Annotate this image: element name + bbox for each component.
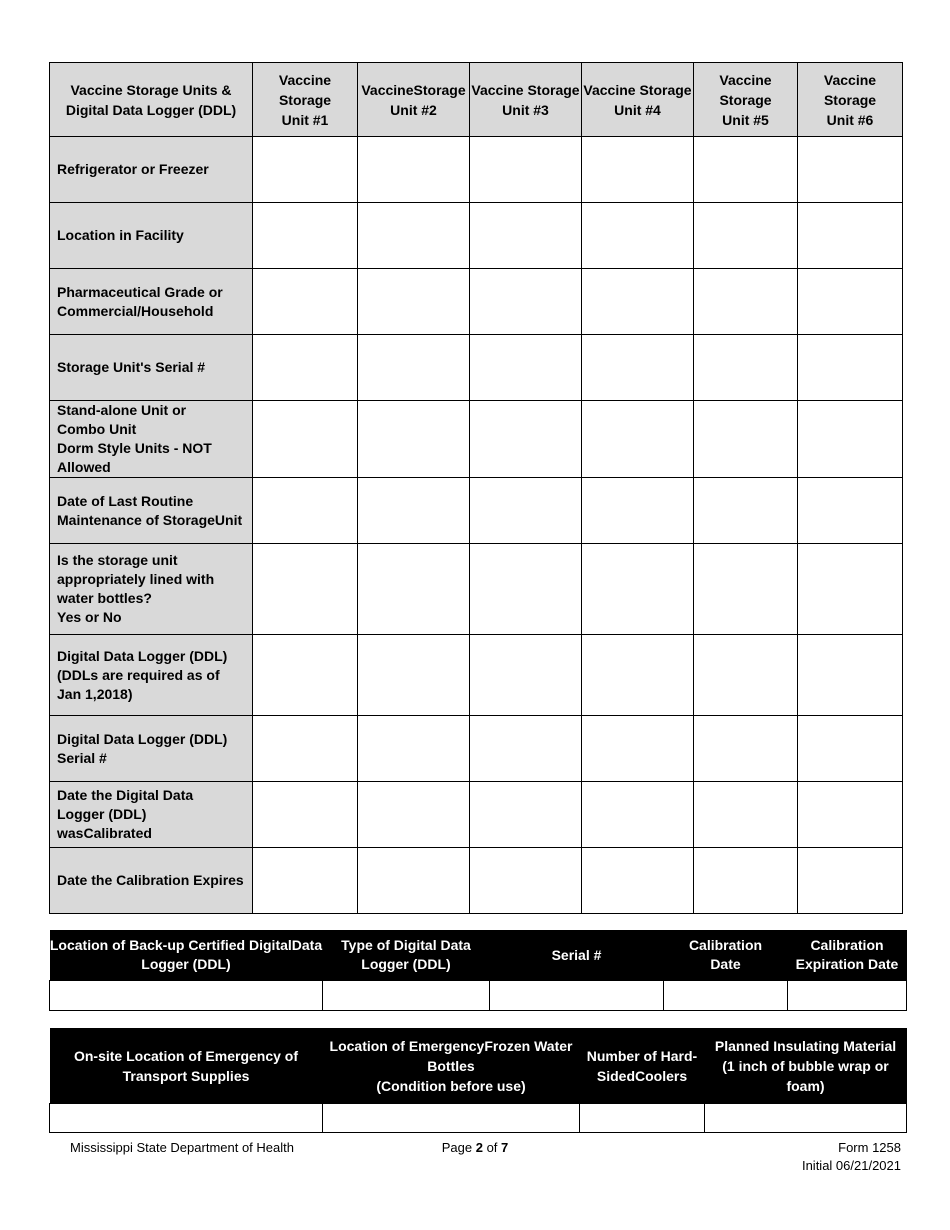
storage-unit-serial-unit-5-field[interactable] [694, 335, 798, 401]
row-label-water-bottles-lined: Is the storage unit appropriately lined with water bottles? Yes or No [50, 544, 253, 635]
table-row [50, 137, 903, 203]
frozen-water-bottles-location-field[interactable] [323, 1104, 580, 1133]
water-bottles-lined-unit-4-field[interactable] [582, 544, 694, 635]
row-label-stand-alone-or-combo: Stand-alone Unit or Combo Unit Dorm Style Units - NOT Allowed [50, 401, 253, 478]
digital-data-logger-unit-6-field[interactable] [798, 635, 903, 716]
backup-type-header: Type of Digital Data Logger (DDL) [323, 930, 490, 981]
ddl-serial-unit-1-field[interactable] [253, 716, 358, 782]
unit-1-header: Vaccine Storage Unit #1 [253, 63, 358, 137]
ddl-calibrated-date-unit-1-field[interactable] [253, 782, 358, 848]
table-row [50, 401, 903, 478]
last-maintenance-date-unit-3-field[interactable] [470, 478, 582, 544]
stand-alone-or-combo-unit-1-field[interactable] [253, 401, 358, 478]
location-in-facility-unit-6-field[interactable] [798, 203, 903, 269]
refrigerator-or-freezer-unit-2-field[interactable] [358, 137, 470, 203]
unit-2-header: VaccineStorage Unit #2 [358, 63, 470, 137]
location-in-facility-unit-5-field[interactable] [694, 203, 798, 269]
row-label-calibration-expires: Date the Calibration Expires [50, 848, 253, 914]
location-in-facility-unit-1-field[interactable] [253, 203, 358, 269]
hard-sided-coolers-count-field[interactable] [580, 1104, 705, 1133]
location-in-facility-unit-4-field[interactable] [582, 203, 694, 269]
ddl-calibrated-date-unit-2-field[interactable] [358, 782, 470, 848]
table-row [50, 635, 903, 716]
row-label-digital-data-logger: Digital Data Logger (DDL) (DDLs are required as of Jan 1,2018) [50, 635, 253, 716]
backup-serial-field[interactable] [490, 981, 664, 1011]
water-bottles-lined-unit-5-field[interactable] [694, 544, 798, 635]
unit-3-header: Vaccine Storage Unit #3 [470, 63, 582, 137]
storage-units-header: Vaccine Storage Units & Digital Data Logger (DDL) [50, 63, 253, 137]
ddl-serial-unit-2-field[interactable] [358, 716, 470, 782]
calibration-expires-unit-3-field[interactable] [470, 848, 582, 914]
refrigerator-or-freezer-unit-1-field[interactable] [253, 137, 358, 203]
water-bottles-lined-unit-2-field[interactable] [358, 544, 470, 635]
table-row [50, 544, 903, 635]
backup-calibration-date-field[interactable] [664, 981, 788, 1011]
backup-ddl-header-row [50, 930, 907, 981]
insulating-material-field[interactable] [705, 1104, 907, 1133]
last-maintenance-date-unit-5-field[interactable] [694, 478, 798, 544]
water-bottles-lined-unit-1-field[interactable] [253, 544, 358, 635]
table-row [50, 716, 903, 782]
backup-calibration-date-header: Calibration Date [664, 930, 788, 981]
frozen-water-bottles-location-header: Location of EmergencyFrozen Water Bottles (Condition before use) [323, 1028, 580, 1104]
ddl-calibrated-date-unit-6-field[interactable] [798, 782, 903, 848]
backup-ddl-table [49, 930, 907, 1011]
last-maintenance-date-unit-6-field[interactable] [798, 478, 903, 544]
row-label-ddl-serial: Digital Data Logger (DDL) Serial # [50, 716, 253, 782]
backup-type-field[interactable] [323, 981, 490, 1011]
ddl-calibrated-date-unit-3-field[interactable] [470, 782, 582, 848]
table-row [50, 269, 903, 335]
calibration-expires-unit-1-field[interactable] [253, 848, 358, 914]
water-bottles-lined-unit-3-field[interactable] [470, 544, 582, 635]
ddl-serial-unit-3-field[interactable] [470, 716, 582, 782]
stand-alone-or-combo-unit-6-field[interactable] [798, 401, 903, 478]
unit-4-header: Vaccine Storage Unit #4 [582, 63, 694, 137]
row-label-location-in-facility: Location in Facility [50, 203, 253, 269]
row-label-storage-unit-serial: Storage Unit's Serial # [50, 335, 253, 401]
vaccine-storage-body [50, 137, 903, 914]
table-row [50, 478, 903, 544]
hard-sided-coolers-count-header: Number of Hard- SidedCoolers [580, 1028, 705, 1104]
storage-unit-serial-unit-4-field[interactable] [582, 335, 694, 401]
footer-department: Mississippi State Department of Health [70, 1140, 294, 1155]
table-row [50, 782, 903, 848]
ddl-serial-unit-4-field[interactable] [582, 716, 694, 782]
transport-supplies-location-field[interactable] [50, 1104, 323, 1133]
ddl-serial-unit-6-field[interactable] [798, 716, 903, 782]
pharmaceutical-grade-unit-6-field[interactable] [798, 269, 903, 335]
emergency-entry-row [50, 1104, 907, 1133]
refrigerator-or-freezer-unit-5-field[interactable] [694, 137, 798, 203]
digital-data-logger-unit-2-field[interactable] [358, 635, 470, 716]
backup-expiration-date-field[interactable] [788, 981, 907, 1011]
pharmaceutical-grade-unit-5-field[interactable] [694, 269, 798, 335]
calibration-expires-unit-6-field[interactable] [798, 848, 903, 914]
page-total: 7 [501, 1140, 509, 1155]
refrigerator-or-freezer-unit-6-field[interactable] [798, 137, 903, 203]
location-in-facility-unit-3-field[interactable] [470, 203, 582, 269]
last-maintenance-date-unit-1-field[interactable] [253, 478, 358, 544]
emergency-header-row [50, 1028, 907, 1104]
water-bottles-lined-unit-6-field[interactable] [798, 544, 903, 635]
footer-form-info [802, 1139, 901, 1175]
ddl-serial-unit-5-field[interactable] [694, 716, 798, 782]
digital-data-logger-unit-4-field[interactable] [582, 635, 694, 716]
pharmaceutical-grade-unit-1-field[interactable] [253, 269, 358, 335]
row-label-ddl-calibrated-date: Date the Digital Data Logger (DDL) wasCalibrated [50, 782, 253, 848]
last-maintenance-date-unit-2-field[interactable] [358, 478, 470, 544]
pharmaceutical-grade-unit-4-field[interactable] [582, 269, 694, 335]
ddl-calibrated-date-unit-5-field[interactable] [694, 782, 798, 848]
stand-alone-or-combo-unit-2-field[interactable] [358, 401, 470, 478]
backup-location-header: Location of Back-up Certified DigitalData Logger (DDL) [50, 930, 323, 981]
unit-5-header: Vaccine Storage Unit #5 [694, 63, 798, 137]
storage-unit-serial-unit-1-field[interactable] [253, 335, 358, 401]
backup-ddl-entry-row [50, 981, 907, 1011]
calibration-expires-unit-2-field[interactable] [358, 848, 470, 914]
stand-alone-or-combo-unit-5-field[interactable] [694, 401, 798, 478]
backup-expiration-date-header: Calibration Expiration Date [788, 930, 907, 981]
storage-unit-serial-unit-6-field[interactable] [798, 335, 903, 401]
refrigerator-or-freezer-unit-3-field[interactable] [470, 137, 582, 203]
page-prefix: Page [441, 1140, 476, 1155]
digital-data-logger-unit-1-field[interactable] [253, 635, 358, 716]
backup-location-field[interactable] [50, 981, 323, 1011]
page-current: 2 [475, 1140, 483, 1155]
pharmaceutical-grade-unit-3-field[interactable] [470, 269, 582, 335]
backup-serial-header: Serial # [490, 930, 664, 981]
table-row [50, 335, 903, 401]
row-label-last-maintenance-date: Date of Last Routine Maintenance of StorageUnit [50, 478, 253, 544]
form-initial-date: Initial 06/21/2021 [801, 1158, 901, 1173]
digital-data-logger-unit-3-field[interactable] [470, 635, 582, 716]
stand-alone-or-combo-unit-4-field[interactable] [582, 401, 694, 478]
last-maintenance-date-unit-4-field[interactable] [582, 478, 694, 544]
row-label-refrigerator-or-freezer: Refrigerator or Freezer [50, 137, 253, 203]
pharmaceutical-grade-unit-2-field[interactable] [358, 269, 470, 335]
location-in-facility-unit-2-field[interactable] [358, 203, 470, 269]
form-number: Form 1258 [838, 1140, 901, 1155]
unit-6-header: Vaccine Storage Unit #6 [798, 63, 903, 137]
emergency-supplies-table [49, 1028, 907, 1133]
refrigerator-or-freezer-unit-4-field[interactable] [582, 137, 694, 203]
ddl-calibrated-date-unit-4-field[interactable] [582, 782, 694, 848]
table-row [50, 203, 903, 269]
digital-data-logger-unit-5-field[interactable] [694, 635, 798, 716]
row-label-pharmaceutical-grade: Pharmaceutical Grade or Commercial/Household [50, 269, 253, 335]
page-of: of [482, 1140, 502, 1155]
calibration-expires-unit-5-field[interactable] [694, 848, 798, 914]
insulating-material-header: Planned Insulating Material (1 inch of bubble wrap or foam) [705, 1028, 907, 1104]
storage-unit-serial-unit-2-field[interactable] [358, 335, 470, 401]
table-row [50, 848, 903, 914]
stand-alone-or-combo-unit-3-field[interactable] [470, 401, 582, 478]
vaccine-storage-table [49, 62, 903, 914]
calibration-expires-unit-4-field[interactable] [582, 848, 694, 914]
transport-supplies-location-header: On-site Location of Emergency of Transport Supplies [50, 1028, 323, 1104]
vaccine-storage-header-row [50, 63, 903, 137]
storage-unit-serial-unit-3-field[interactable] [470, 335, 582, 401]
